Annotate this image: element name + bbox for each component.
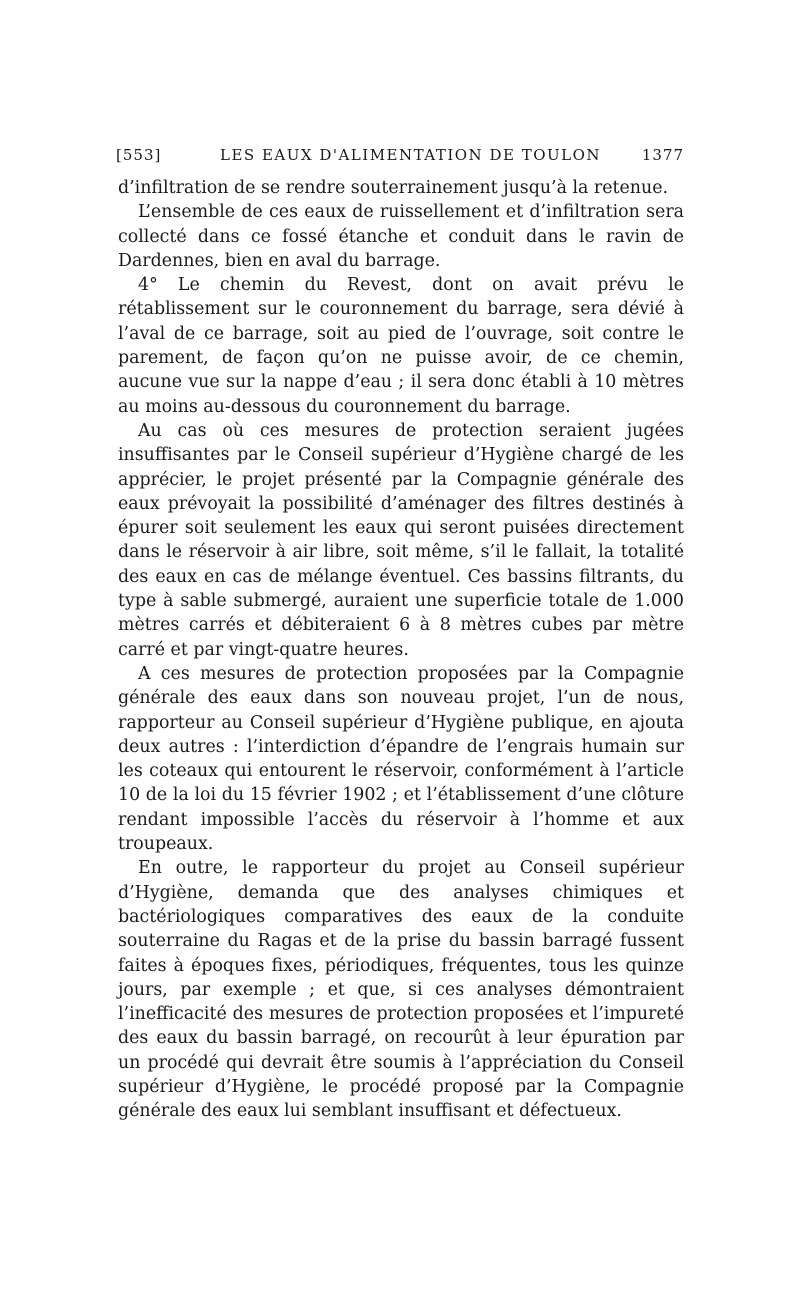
paragraph: A ces mesures de protection proposées par la Compagnie générale des eaux dans son nouveau projet, l’un de nous, rapporteur au Conseil supérieur d’Hygiène publique, en ajouta deux autres : l’interdiction d’épandre de l’engrais humain sur les coteaux qui entourent le réservoir, conformément à l’article 10 de la loi du 15 février 1902 ; et l’établissement d’une clôture rendant impossible l’accès du réservoir à l’homme et aux troupeaux. (118, 663, 684, 855)
paragraph-continuation: d’infiltration de se rendre souterrainement jusqu’à la retenue. (118, 178, 669, 198)
paragraph: Au cas où ces mesures de protection seraient jugées insuffisantes par le Conseil supérieur d’Hygiène chargé de les apprécier, le projet présenté par la Compagnie générale des eaux prévoyait la possibilité d’aménager des filtres destinés à épurer soit seulement les eaux qui seront puisées directement dans le réservoir à air libre, soit même, s’il le fallait, la totalité des eaux en cas de mélange éventuel. Ces bassins filtrants, du type à sable submergé, auraient une superficie totale de 1.000 mètres carrés et débiteraient 6 à 8 mètres cubes par mètre carré et par vingt-quatre heures. (118, 420, 684, 660)
paragraph: 4° Le chemin du Revest, dont on avait prévu le rétablissement sur le couronnement du barrage, sera dévié à l’aval de ce barrage, soit au pied de l’ouvrage, soit contre le parement, de façon qu’on ne puisse avoir, de ce chemin, aucune vue sur la nappe d’eau ; il sera donc établi à 10 mètres au moins au-dessous du couronnement du barrage. (118, 275, 684, 417)
paragraph: En outre, le rapporteur du projet au Conseil supérieur d’Hygiène, demanda que des analyses chimiques et bactériologiques comparatives des eaux de la conduite souterraine du Ragas et de la prise du bassin barragé fussent faites à époques fixes, périodiques, fréquentes, tous les quinze jours, par exemple ; et que, si ces analyses démontraient l’inefficacité des mesures de protection proposées et l’impureté des eaux du bassin barragé, on recourût à leur épuration par un procédé qui devrait être soumis à l’appréciation du Conseil supérieur d’Hygiène, le procédé proposé par la Compagnie générale des eaux lui semblant insuffisant et défectueux. (118, 858, 684, 1122)
paragraph: L’ensemble de ces eaux de ruissellement et d’infiltration sera collecté dans ce fossé étanche et conduit dans le ravin de Dardennes, bien en aval du barrage. (118, 202, 684, 271)
running-header (116, 146, 684, 170)
page-number: 1377 (641, 146, 684, 164)
running-title: LES EAUX D'ALIMENTATION DE TOULON (220, 146, 602, 164)
bracket-page-number: [553] (116, 146, 162, 164)
body-text (118, 176, 684, 1124)
